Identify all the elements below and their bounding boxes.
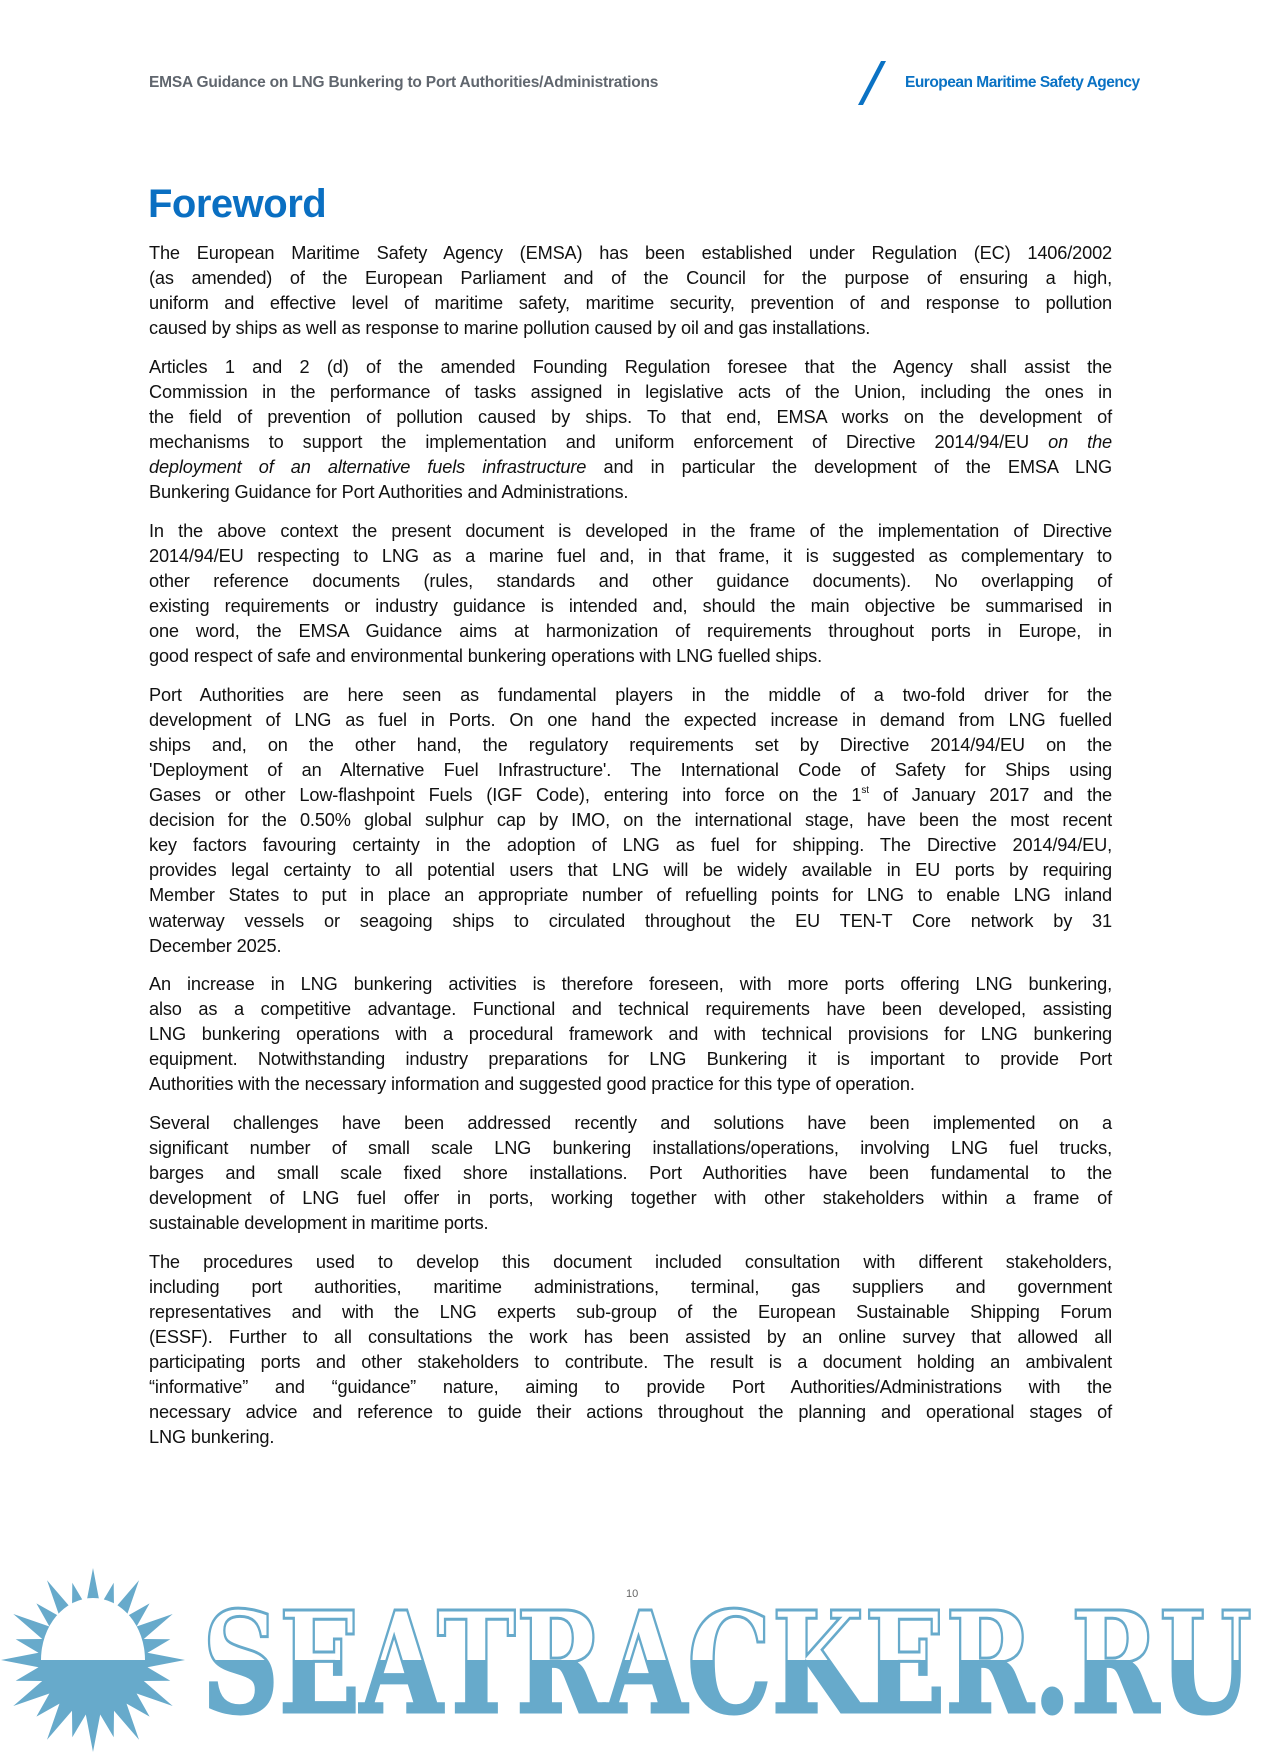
text-line: equipment. Notwithstanding industry preparations for LNG Bunkering it is important to provide Port [149,1049,1112,1070]
sunburst-icon [1,1568,185,1752]
text-line: LNG bunkering operations with a procedural framework and with technical provisions for LNG bunkering [149,1024,1112,1045]
document-body [149,241,1112,1464]
text-line: sustainable development in maritime ports. [149,1213,489,1234]
text-line [149,783,1112,808]
text-line: participating ports and other stakeholders to contribute. The result is a document holding an ambivalent [149,1352,1112,1373]
text-line: provides legal certainty to all potential users that LNG will be widely available in EU ports by requiring [149,860,1112,881]
text-line [149,455,1112,480]
text-segment: Gases or other Low-flashpoint Fuels (IGF Code), entering into force on the 1 [149,785,862,806]
text-line: 2014/94/EU respecting to LNG as a marine fuel and, in that frame, it is suggested as complementary to [149,545,1112,566]
text-line: uniform and effective level of maritime safety, maritime security, prevention of and response to pollution [149,293,1112,314]
text-segment: of January 2017 and the [868,785,1112,806]
text-line: waterway vessels or seagoing ships to circulated throughout the EU TEN-T Core network by 31 [149,910,1112,931]
text-line: necessary advice and reference to guide their actions throughout the planning and operational stages of [149,1402,1112,1423]
text-line: Port Authorities are here seen as fundamental players in the middle of a two-fold driver for the [149,684,1112,705]
text-line: other reference documents (rules, standards and other guidance documents). No overlapping of [149,570,1112,591]
paragraph [149,1250,1112,1451]
text-line: Authorities with the necessary information and suggested good practice for this type of operation. [149,1074,915,1095]
text-line: representatives and with the LNG experts sub-group of the European Sustainable Shipping Forum [149,1302,1112,1322]
text-line: key factors favouring certainty in the adoption of LNG as fuel for shipping. The Directive 2014/94/EU, [149,835,1112,856]
text-line: (ESSF). Further to all consultations the work has been assisted by an online survey that allowed all [149,1327,1112,1348]
text-line: the field of prevention of pollution caused by ships. To that end, EMSA works on the development of [149,406,1112,427]
text-segment: and in particular the development of the EMSA LNG [586,457,1113,478]
paragraph [149,519,1112,670]
italic-text: deployment of an alternative fuels infrastructure [149,457,587,478]
text-line: Member States to put in place an appropriate number of refuelling points for LNG to enable LNG inland [149,885,1112,906]
text-line: 'Deployment of an Alternative Fuel Infrastructure'. The International Code of Safety for Ships using [149,759,1112,780]
text-line: “informative” and “guidance” nature, aiming to provide Port Authorities/Administrations with the [149,1377,1112,1398]
text-line: one word, the EMSA Guidance aims at harmonization of requirements throughout ports in Europe, in [149,621,1112,642]
text-line: good respect of safe and environmental bunkering operations with LNG fuelled ships. [149,646,823,667]
paragraph [149,683,1112,959]
paragraph [149,241,1112,341]
text-line: The procedures used to develop this document included consultation with different stakeholders, [149,1251,1112,1272]
text-line: caused by ships as well as response to marine pollution caused by oil and gas installations. [149,318,871,339]
text-line: significant number of small scale LNG bunkering installations/operations, involving LNG fuel trucks, [149,1138,1112,1159]
page-title: Foreword [148,182,327,226]
text-line: LNG bunkering. [149,1427,275,1448]
text-line: An increase in LNG bunkering activities is therefore foreseen, with more ports offering LNG bunkering, [149,974,1112,995]
text-line: also as a competitive advantage. Functional and technical requirements have been developed, assisting [149,999,1112,1020]
text-segment: mechanisms to support the implementation and uniform enforcement of Directive 2014/94/EU [149,432,1049,453]
text-line: development of LNG fuel offer in ports, working together with other stakeholders within a frame of [149,1188,1112,1209]
paragraph [149,355,1112,506]
text-line: ships and, on the other hand, the regulatory requirements set by Directive 2014/94/EU on the [149,734,1112,755]
superscript: st [861,785,869,797]
paragraph [149,1111,1112,1236]
text-line: December 2025. [149,935,282,956]
text-line: development of LNG as fuel in Ports. On one hand the expected increase in demand from LNG fuelled [149,709,1112,730]
text-line: decision for the 0.50% global sulphur cap by IMO, on the international stage, have been the most recent [149,810,1112,831]
text-line: Articles 1 and 2 (d) of the amended Founding Regulation foresee that the Agency shall assist the [149,356,1112,377]
emsa-logo-slash-icon [855,60,889,106]
text-line: Bunkering Guidance for Port Authorities and Administrations. [149,482,629,503]
page-number: 10 [626,1588,639,1600]
text-line: In the above context the present document is developed in the frame of the implementation of Directive [149,520,1112,541]
text-line: (as amended) of the European Parliament and of the Council for the purpose of ensuring a high, [149,268,1112,289]
text-line: The European Maritime Safety Agency (EMSA) has been established under Regulation (EC) 1406/2002 [149,243,1112,263]
text-line: Commission in the performance of tasks assigned in legislative acts of the Union, including the ones in [149,381,1112,402]
text-line: existing requirements or industry guidance is intended and, should the main objective be summarised in [149,596,1112,616]
paragraph [149,972,1112,1097]
watermark-text: SEATRACKER.RU [202,1582,1252,1746]
agency-name: European Maritime Safety Agency [905,74,1140,91]
running-header-title: EMSA Guidance on LNG Bunkering to Port Authorities/Administrations [149,74,659,91]
text-line: including port authorities, maritime administrations, terminal, gas suppliers and government [149,1276,1112,1297]
italic-text: on the [1048,432,1112,453]
text-line: Several challenges have been addressed recently and solutions have been implemented on a [149,1112,1112,1133]
text-line [149,430,1112,455]
text-line: barges and small scale fixed shore installations. Port Authorities have been fundamental to the [149,1163,1112,1184]
